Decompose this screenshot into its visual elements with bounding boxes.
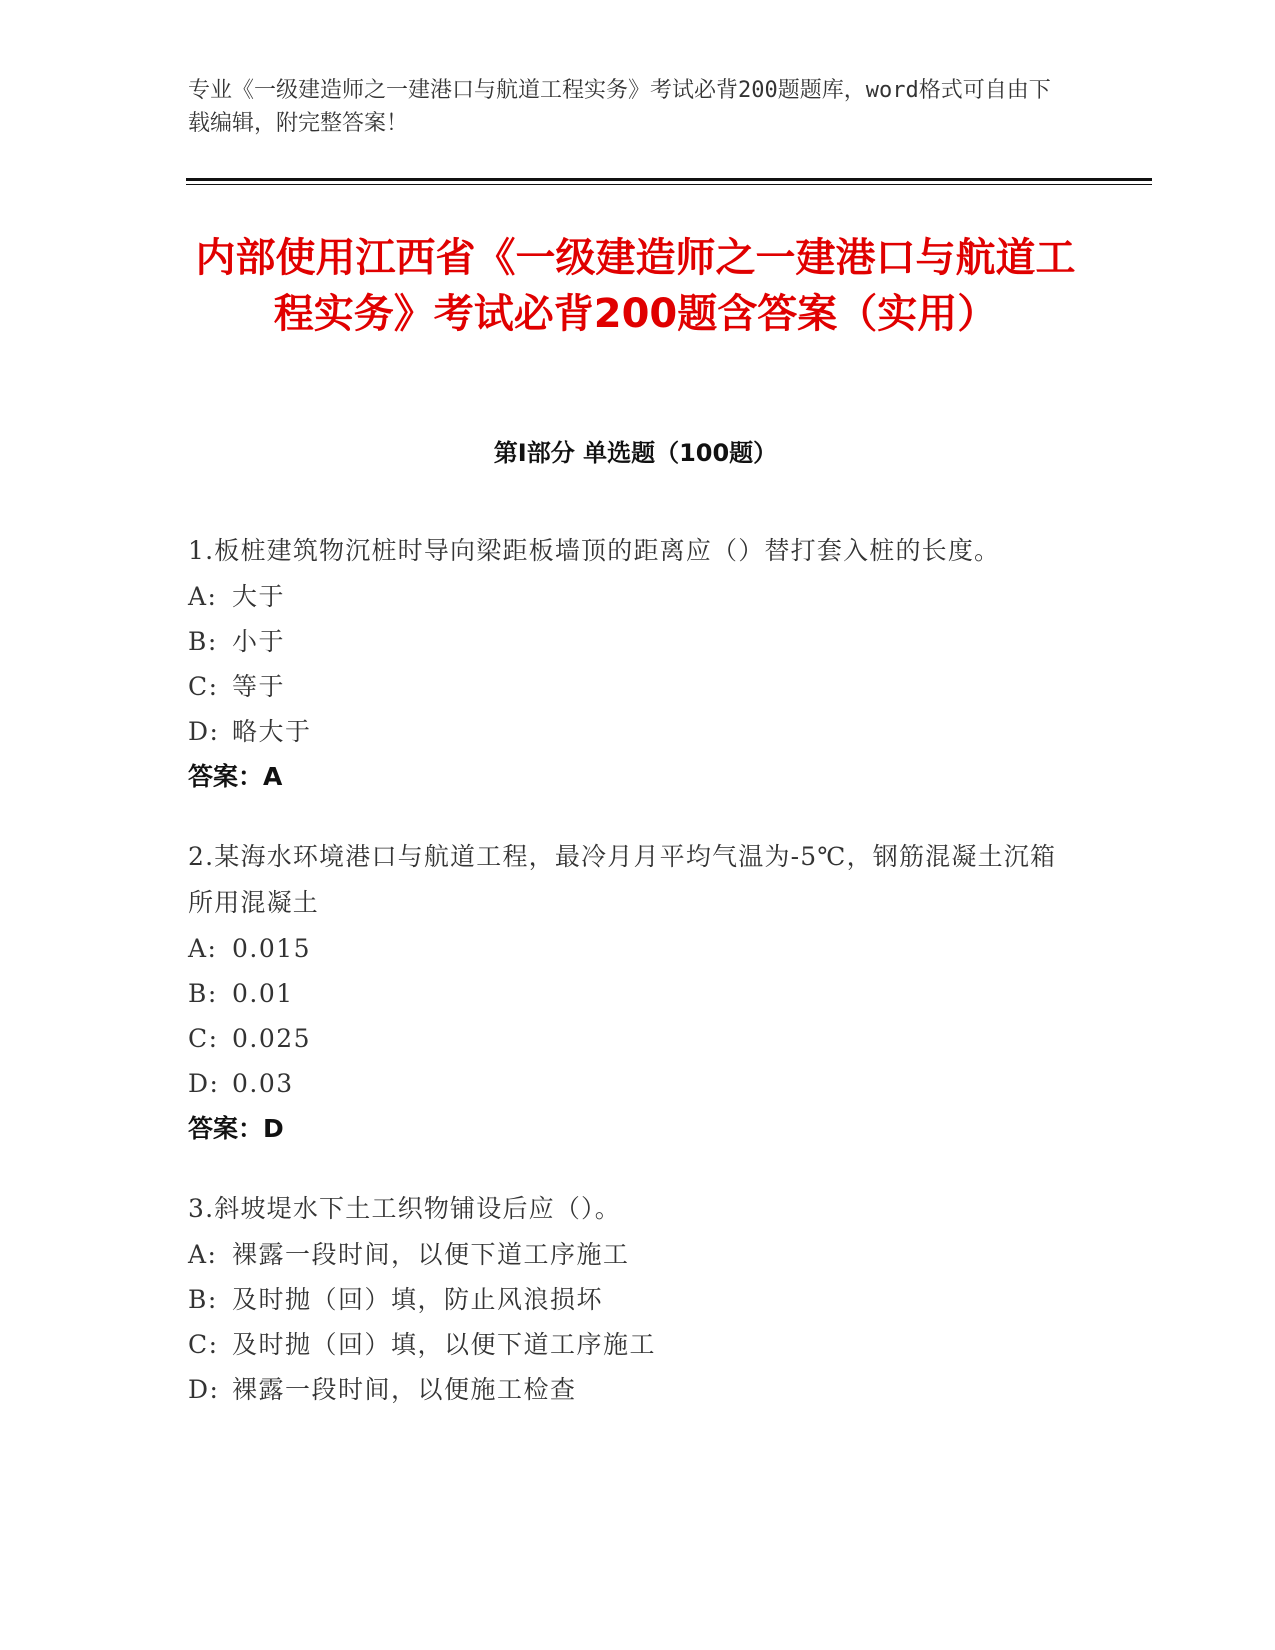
option-d (188, 1061, 1068, 1106)
question-stem: 2.某海水环境港口与航道工程，最冷月月平均气温为-5℃，钢筋混凝土沉箱所用混凝土 (188, 842, 1057, 917)
answer-line: 答案：A (188, 762, 283, 791)
option-c (188, 1322, 1068, 1367)
question-2 (188, 834, 1068, 1152)
header-divider-thick (186, 178, 1152, 181)
option-text: 等于 (232, 672, 286, 701)
section-heading: 第Ⅰ部分 单选题（100题） (493, 439, 778, 467)
option-letter: B: (188, 979, 218, 1008)
question-1 (188, 528, 1068, 800)
option-text: 0.025 (232, 1024, 312, 1053)
option-b (188, 1277, 1068, 1322)
question-stem: 3.斜坡堤水下土工织物铺设后应（）。 (188, 1194, 621, 1223)
option-text: 大于 (232, 582, 286, 611)
option-text: 及时抛（回）填，防止风浪损坏 (232, 1285, 604, 1314)
header-divider-thin (186, 184, 1152, 185)
option-letter: B: (188, 627, 218, 656)
option-c (188, 664, 1068, 709)
option-b (188, 971, 1068, 1016)
question-list (188, 528, 1068, 1446)
option-d (188, 709, 1068, 754)
question-3 (188, 1186, 1068, 1412)
option-letter: A: (188, 934, 218, 963)
document-title: 内部使用江西省《一级建造师之一建港口与航道工程实务》考试必背200题含答案（实用） (195, 235, 1076, 337)
option-letter: A: (188, 582, 218, 611)
option-c (188, 1016, 1068, 1061)
option-letter: C: (188, 672, 219, 701)
question-stem: 1.板桩建筑物沉桩时导向梁距板墙顶的距离应（）替打套入桩的长度。 (188, 536, 1001, 565)
option-letter: D: (188, 717, 220, 746)
option-letter: B: (188, 1285, 218, 1314)
option-letter: D: (188, 1375, 220, 1404)
option-letter: D: (188, 1069, 220, 1098)
option-text: 0.03 (232, 1069, 294, 1098)
option-text: 小于 (232, 627, 286, 656)
option-text: 裸露一段时间，以便施工检查 (232, 1375, 577, 1404)
option-text: 裸露一段时间，以便下道工序施工 (232, 1240, 630, 1269)
intro-text: 专业《一级建造师之一建港口与航道工程实务》考试必背200题题库，word格式可自由下载编辑，附完整答案！ (188, 78, 1051, 136)
option-a (188, 1232, 1068, 1277)
option-letter: A: (188, 1240, 218, 1269)
option-letter: C: (188, 1330, 219, 1359)
option-d (188, 1367, 1068, 1412)
option-text: 0.015 (232, 934, 312, 963)
option-b (188, 619, 1068, 664)
option-text: 0.01 (232, 979, 294, 1008)
option-letter: C: (188, 1024, 219, 1053)
option-text: 略大于 (232, 717, 312, 746)
answer-line: 答案：D (188, 1114, 284, 1143)
option-a (188, 926, 1068, 971)
option-a (188, 574, 1068, 619)
option-text: 及时抛（回）填，以便下道工序施工 (232, 1330, 657, 1359)
